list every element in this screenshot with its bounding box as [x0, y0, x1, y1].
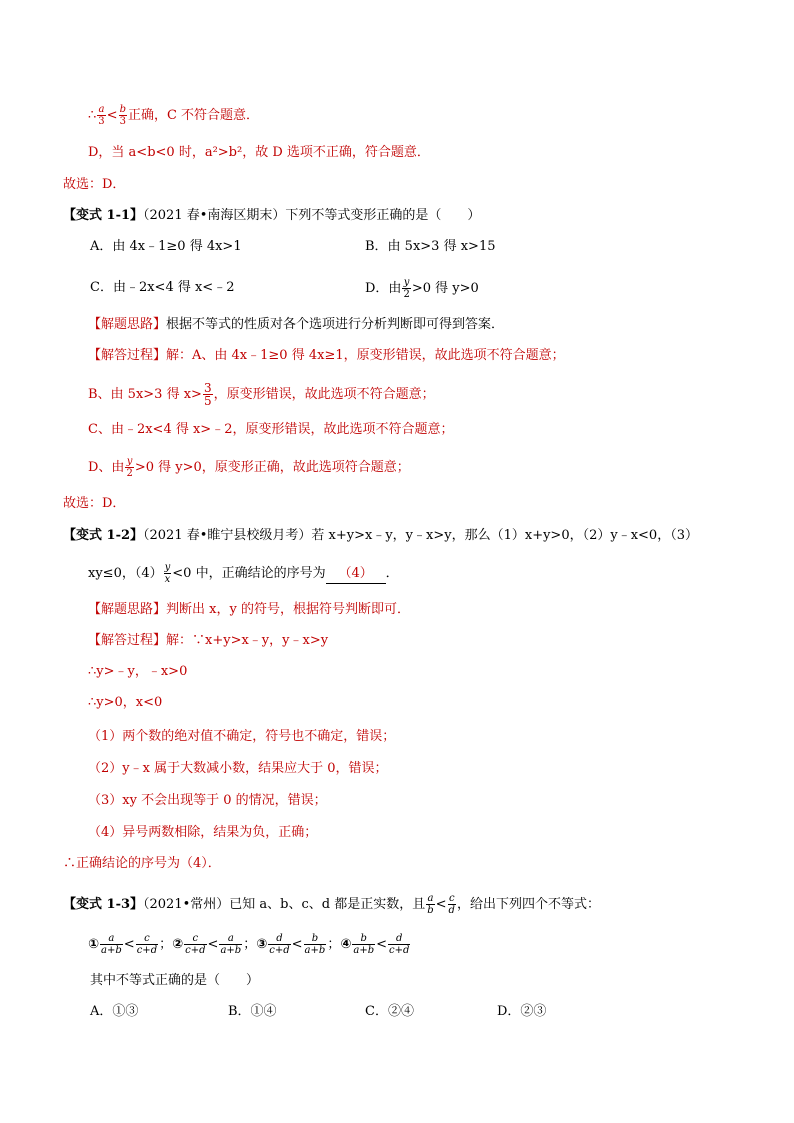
q1-option-c: C．由﹣2x<4 得 x<﹣2	[90, 280, 235, 295]
circled-1: ①	[88, 937, 100, 952]
fraction-a-over-b: $\frac{a}{b}$	[427, 893, 434, 916]
fraction-b-over-a-plus-b: $\frac{b}{a+b}$	[304, 933, 326, 956]
q2-conclusion: ∴正确结论的序号为（4）．	[63, 856, 221, 871]
fraction-c-over-d: $\frac{c}{d}$	[448, 893, 455, 916]
q2-proc-1-text: 解：∵x+y>x﹣y，y﹣x>y	[166, 633, 329, 648]
q3-option-c: C．②④	[365, 1004, 414, 1019]
fraction-b-over-a-plus-b: $\frac{b}{a+b}$	[353, 933, 375, 956]
q1-proc-d-post: >0 得 y>0，原变形正确，故此选项符合题意；	[134, 460, 410, 475]
q2-reason-2: （2）y﹣x 属于大数减小数，结果应大于 0，错误；	[88, 761, 388, 776]
circled-3: ③	[256, 937, 268, 952]
prev-line1: ∴ $\frac{a}{3}$ < $\frac{b}{3}$ 正确，C 不符合题意．	[88, 104, 260, 127]
q1-stem-text: 下列不等式变形正确的是（ ）	[285, 208, 481, 223]
q3-stem-post: ，给出下列四个不等式：	[456, 897, 600, 912]
q2-proc-1	[88, 632, 328, 650]
q1-option-b: B．由 5x>3 得 x>15	[365, 239, 496, 254]
q1-option-a: A．由 4x﹣1≥0 得 4x>1	[90, 239, 242, 254]
fraction-a-over-a-plus-b: $\frac{a}{a+b}$	[220, 933, 242, 956]
q2-stem2-pre: xy≤0，（4）	[88, 566, 163, 581]
fraction-a-over-3: $\frac{a}{3}$	[98, 104, 105, 127]
q2-stem-text: 若 x+y>x﹣y，y﹣x>y，那么（1）x+y>0，（2）y﹣x<0，（3）	[311, 528, 698, 543]
q3-stem: 【变式 1-3】（2021•常州）已知 a、b、c、d 都是正实数，且 $\frac{a}{b}$ < $\frac{c}{d}$ ，给出下列四个不等式：	[63, 893, 600, 916]
q1-proc-a-text: 解：A、由 4x﹣1≥0 得 4x≥1，原变形错误，故此选项不符合题意；	[166, 348, 565, 363]
q1-proc-c: C、由﹣2x<4 得 x>﹣2，原变形错误，故此选项不符合题意；	[88, 422, 454, 437]
q1-source: （2021 春•南海区期末）	[143, 208, 286, 223]
prev-line1-text: 正确，C 不符合题意．	[127, 108, 260, 123]
fraction-a-over-a-plus-b: $\frac{a}{a+b}$	[101, 933, 122, 956]
q3-stem-pre: 已知 a、b、c、d 都是正实数，且	[229, 897, 426, 912]
q2-proc-2: ∴y>﹣y，﹣x>0	[88, 664, 188, 679]
fraction-y-over-2: $\frac{y}{2}$	[126, 456, 133, 479]
q3-option-a: A．①③	[90, 1004, 139, 1019]
fraction-b-over-3: $\frac{b}{3}$	[119, 104, 126, 127]
q2-idea	[88, 601, 410, 619]
circled-4: ④	[340, 937, 352, 952]
q2-reason-4: （4）异号两数相除，结果为负，正确；	[88, 825, 318, 840]
circled-2: ②	[172, 937, 184, 952]
prev-line2: D，当 a<b<0 时，a²>b²，故 D 选项不正确，符合题意．	[88, 145, 430, 160]
q1-idea	[88, 316, 504, 334]
q2-stem	[63, 527, 698, 545]
q3-option-d: D．②③	[497, 1004, 547, 1019]
q3-option-b: B．①④	[228, 1004, 277, 1019]
fraction-d-over-c-plus-d: $\frac{d}{c+d}$	[269, 933, 290, 956]
q2-stem2-end: ．	[385, 566, 399, 581]
q1-idea-text: 根据不等式的性质对各个选项进行分析判断即可得到答案．	[166, 317, 505, 332]
q1-option-d	[365, 277, 479, 300]
q3-tag: 【变式 1-3】	[63, 897, 144, 912]
q1-proc-a	[88, 347, 565, 365]
q1-tag: 【变式 1-1】	[63, 208, 144, 223]
fraction-3-over-5: $\frac{3}{5}$	[203, 381, 212, 408]
q2-reason-1: （1）两个数的绝对值不确定，符号也不确定，错误；	[88, 729, 396, 744]
q2-proc-3: ∴y>0，x<0	[88, 695, 163, 710]
fraction-d-over-c-plus-d: $\frac{d}{c+d}$	[389, 933, 410, 956]
q1-option-d-pre: D．由	[365, 281, 402, 296]
q3-inequalities: ① $\frac{a}{a+b}$ < $\frac{c}{c+d}$ ；② $\frac{c}{c+d}$ < $\frac{a}{a+b}$ ；③ $\frac{d}{c+d}$ < $\frac{b}{a+b}$ ；④ $\frac{b}{a+b}$ < $\frac{d}{c+d}$	[88, 933, 410, 956]
q3-ask: 其中不等式正确的是（ ）	[90, 973, 260, 988]
prev-choose: 故选：D．	[63, 177, 126, 192]
q2-proc-label: 【解答过程】	[88, 633, 167, 648]
q2-idea-label: 【解题思路】	[88, 602, 167, 617]
q1-proc-b-pre: B、由 5x>3 得 x>	[88, 387, 202, 402]
q2-stem2-mid: <0 中，正确结论的序号为	[172, 566, 326, 581]
q1-proc-b	[88, 382, 435, 407]
q1-idea-label: 【解题思路】	[88, 317, 167, 332]
q1-proc-d-pre: D、由	[88, 460, 125, 475]
q1-proc-b-post: ，原变形错误，故此选项不符合题意；	[213, 387, 435, 402]
q2-tag: 【变式 1-2】	[63, 528, 144, 543]
q2-source: （2021 春•睢宁县校级月考）	[143, 528, 312, 543]
q1-option-d-post: >0 得 y>0	[411, 281, 479, 296]
q1-proc-label: 【解答过程】	[88, 348, 167, 363]
q1-stem	[63, 207, 480, 225]
fraction-c-over-c-plus-d: $\frac{c}{c+d}$	[185, 933, 206, 956]
therefore-symbol: ∴	[88, 108, 97, 123]
q1-choose: 故选：D．	[63, 496, 126, 511]
fraction-c-over-c-plus-d: $\frac{c}{c+d}$	[136, 933, 158, 956]
fraction-y-over-x: $\frac{y}{x}$	[164, 562, 171, 585]
q1-proc-d	[88, 456, 410, 479]
q2-stem-line2	[88, 562, 399, 585]
q2-reason-3: （3）xy 不会出现等于 0 的情况，错误；	[88, 793, 327, 808]
fraction-y-over-2: $\frac{y}{2}$	[403, 277, 410, 300]
q3-source: （2021•常州）	[143, 897, 230, 912]
q2-answer-blank: （4）	[326, 565, 386, 584]
q2-idea-text: 判断出 x，y 的符号，根据符号判断即可．	[166, 602, 410, 617]
